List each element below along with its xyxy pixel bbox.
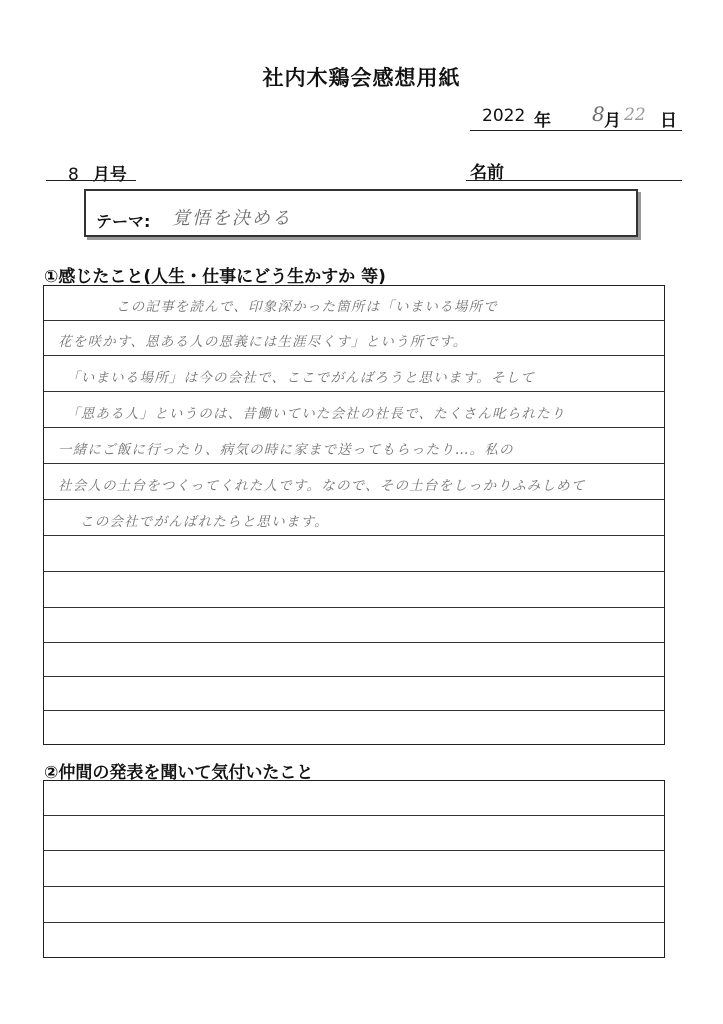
ruled-line <box>44 572 664 608</box>
section2-writing-area <box>43 780 665 958</box>
section2-title: ②仲間の発表を聞いて気付いたこと <box>44 763 314 783</box>
ruled-line <box>44 781 664 816</box>
issue-number: 8 <box>68 165 79 185</box>
form-title: 社内木鶏会感想用紙 <box>262 66 461 90</box>
date-day-label: 日 <box>660 111 677 131</box>
ruled-line <box>44 816 664 851</box>
essay-line: この記事を読んで、印象深かった箇所は「いまいる場所で <box>116 299 498 315</box>
ruled-line <box>44 643 664 677</box>
theme-box <box>84 189 638 237</box>
issue-field <box>68 160 127 185</box>
date-year: 2022 <box>482 106 526 126</box>
section1-writing-area <box>43 285 665 745</box>
essay-line: 「恩ある人」というのは、昔働いていた会社の社長で、たくさん叱られたり <box>66 406 566 422</box>
ruled-line <box>44 608 664 643</box>
ruled-line <box>44 923 664 957</box>
essay-line: 花を咲かす、恩ある人の恩義には生涯尽くす」という所です。 <box>58 334 468 350</box>
essay-line: 一緒にご飯に行ったり、病気の時に家まで送ってもらったり…。私の <box>58 442 514 458</box>
essay-line: この会社でがんばれたらと思います。 <box>80 514 329 530</box>
ruled-line <box>44 677 664 711</box>
essay-line: 「いまいる場所」は今の会社で、ここでがんばろうと思います。そして <box>66 370 536 386</box>
essay-line: 社会人の土台をつくってくれた人です。なので、その土台をしっかりふみしめて <box>58 478 586 494</box>
date-field <box>470 104 682 131</box>
date-month-label: 月 <box>604 111 621 131</box>
date-month-handwritten: 8 <box>592 102 605 126</box>
ruled-line <box>44 887 664 923</box>
date-day-handwritten: 22 <box>624 105 646 125</box>
issue-underline <box>46 180 136 181</box>
issue-label: 月号 <box>92 165 127 185</box>
name-underline <box>466 180 682 181</box>
theme-label: テーマ: <box>96 212 151 231</box>
ruled-line <box>44 711 664 742</box>
theme-value-handwritten: 覚悟を決める <box>172 208 292 229</box>
date-year-label: 年 <box>534 111 551 131</box>
ruled-line <box>44 536 664 572</box>
ruled-line <box>44 851 664 887</box>
section1-title: ①感じたこと(人生・仕事にどう生かすか 等) <box>44 267 386 287</box>
name-label: 名前 <box>470 163 504 183</box>
